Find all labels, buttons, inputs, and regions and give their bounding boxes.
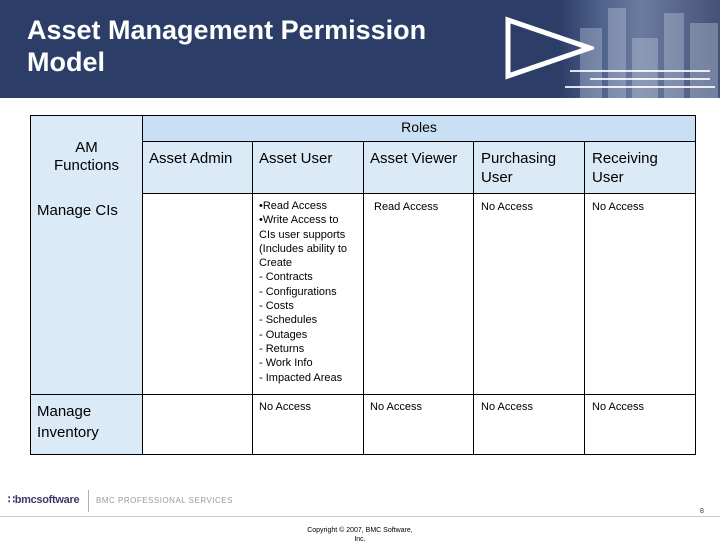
function-manage-inventory-line1: Manage [37,403,92,420]
permission-line: - Returns [259,342,305,355]
permission-line: (Includes ability to [259,242,348,255]
permission-line: - Outages [259,328,308,341]
function-manage-inventory [37,401,99,443]
role-header-asset-admin [149,149,232,168]
functions-header [31,139,142,175]
bmc-logo [8,493,79,506]
asset-user-manage-inventory: No Access [259,401,311,413]
receiving-user-manage-inventory: No Access [592,401,644,413]
permission-line: •Write Access to [259,214,339,227]
permission-line: - Contracts [259,271,313,284]
slide-header-banner [0,0,720,98]
copyright-line2: Inc. [354,536,366,543]
role-purchasing-user-line2: User [481,169,513,186]
permission-line: CIs user supports [259,228,346,241]
footer-divider [0,516,720,517]
copyright-line1: Copyright © 2007, BMC Software, [307,527,413,534]
role-header-asset-user [259,149,332,168]
role-asset-user-label: Asset User [259,150,333,167]
role-asset-viewer-label: Asset Viewer [370,150,458,167]
role-asset-admin-label: Asset Admin [149,150,233,167]
role-header-receiving-user [592,149,658,187]
slide-title-line1: Asset Management Permission [27,15,427,45]
permission-line: - Work Info [259,357,313,370]
function-manage-cis: Manage CIs [37,202,118,219]
purchasing-user-manage-inventory: No Access [481,401,533,413]
functions-header-line1: AM [75,139,98,156]
permission-line: - Configurations [259,285,337,298]
page-number: 8 [700,508,704,515]
asset-user-manage-cis-permissions [259,199,363,385]
asset-viewer-manage-cis: Read Access [374,201,439,213]
permission-line: - Costs [259,300,294,313]
function-manage-inventory-line2: Inventory [37,424,99,441]
bmc-logo-icon: ∷ [8,494,15,506]
permission-line: •Read Access [259,200,328,212]
play-arrow-icon [504,16,594,80]
permission-line: - Schedules [259,314,318,327]
bmc-logo-text: bmcsoftware [14,494,80,506]
receiving-user-manage-cis: No Access [592,201,644,213]
footer-separator [88,490,89,512]
roles-header: Roles [401,119,437,135]
role-receiving-user-line1: Receiving [592,150,658,167]
copyright-notice [300,526,420,544]
role-header-asset-viewer [370,149,457,168]
functions-header-line2: Functions [53,157,120,174]
slide-title-line2: Model [27,47,105,77]
permission-line: - Impacted Areas [259,371,343,384]
permission-line: Create [259,257,293,270]
role-header-purchasing-user [481,149,556,187]
slide-title [27,14,426,78]
purchasing-user-manage-cis: No Access [481,201,533,213]
role-purchasing-user-line1: Purchasing [481,150,557,167]
division-name: BMC PROFESSIONAL SERVICES [96,496,233,505]
role-receiving-user-line2: User [592,169,624,186]
asset-viewer-manage-inventory: No Access [370,401,422,413]
